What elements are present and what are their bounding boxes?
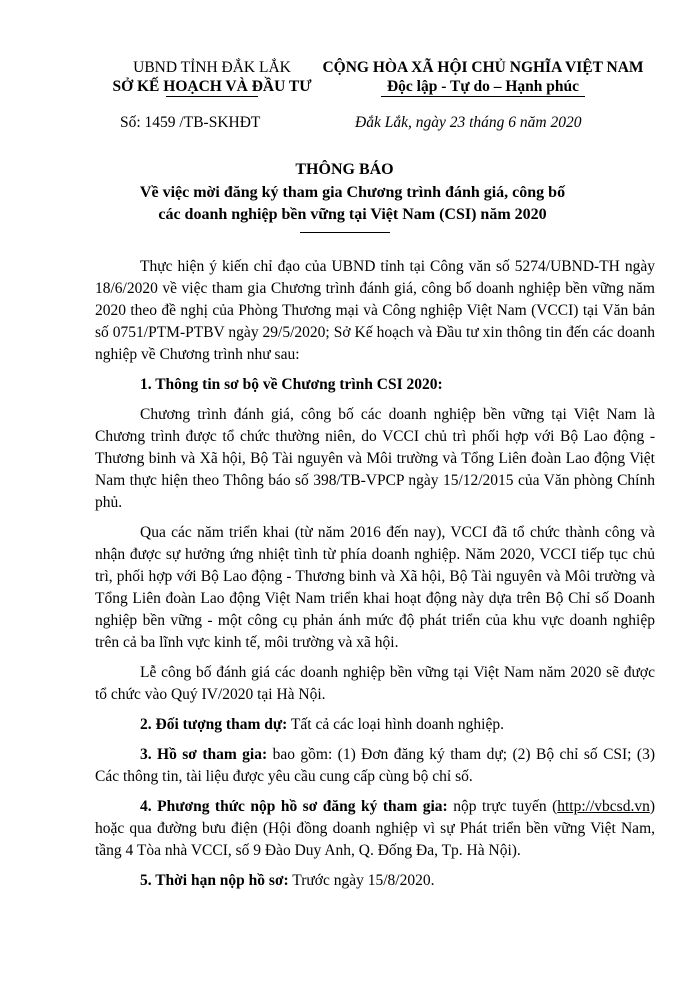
section-4-text-b: ) hoặc qua đường bưu điện (Hội đồng doanh nghiệp vì sự Phát triển bền vững Việt Nam, tầng 4 Tòa nhà VCCI, số 9 Đào Duy Anh, Q. Đống Đa, Tp. Hà Nội). [95, 798, 655, 859]
section-2-heading: 2. Đối tượng tham dự: [140, 716, 288, 733]
section-1-paragraph-3: Lễ công bố đánh giá các doanh nghiệp bền vững tại Việt Nam năm 2020 sẽ được tổ chức vào Quý IV/2020 tại Hà Nội. [95, 664, 655, 703]
section-3-text: bao gồm: (1) Đơn đăng ký tham dự; (2) Bộ chỉ số CSI; (3) Các thông tin, tài liệu được yêu cầu cung cấp cùng bộ chỉ số. [95, 746, 655, 785]
section-4-heading: 4. Phương thức nộp hồ sơ đăng ký tham gia: [140, 798, 448, 815]
vbcsd-link[interactable]: http://vbcsd.vn [557, 798, 650, 815]
section-3 [95, 744, 655, 788]
national-header-block [312, 58, 654, 97]
section-4-text-a: nộp trực tuyến ( [447, 798, 558, 815]
country-name: CỘNG HÒA XÃ HỘI CHỦ NGHĨA VIỆT NAM [322, 59, 644, 76]
title-underline [300, 232, 390, 233]
section-2 [95, 714, 655, 736]
document-body [95, 256, 655, 900]
subtitle-line-2: các doanh nghiệp bền vững tại Việt Nam (CSI) năm 2020 [158, 206, 547, 223]
agency-underline [166, 96, 258, 97]
section-2-text: Tất cả các loại hình doanh nghiệp. [287, 716, 504, 733]
motto-underline [381, 96, 585, 97]
document-title: THÔNG BÁO [295, 161, 394, 178]
intro-paragraph: Thực hiện ý kiến chỉ đạo của UBND tỉnh tại Công văn số 5274/UBND-TH ngày 18/6/2020 về việc tham gia Chương trình đánh giá, công bố doanh nghiệp bền vững năm 2020 theo đề nghị của Phòng Thương mại và Công nghiệp Việt Nam (VCCI) tại Văn bản số 0751/PTM-PTBV ngày 29/5/2020; Sở Kế hoạch và Đầu tư xin thông tin đến các doanh nghiệp về Chương trình như sau: [95, 258, 655, 363]
issuing-agency-block [96, 58, 328, 97]
subtitle-line-1: Về việc mời đăng ký tham gia Chương trình đánh giá, công bố [139, 184, 566, 201]
section-5 [95, 870, 655, 892]
section-4 [95, 796, 655, 862]
section-3-heading: 3. Hồ sơ tham gia: [140, 746, 268, 763]
agency-name: SỞ KẾ HOẠCH VÀ ĐẦU TƯ [112, 78, 312, 95]
section-5-text: Trước ngày 15/8/2020. [288, 872, 435, 889]
motto: Độc lập - Tự do – Hạnh phúc [386, 78, 580, 95]
section-5-heading: 5. Thời hạn nộp hồ sơ: [140, 872, 289, 889]
document-subtitle [120, 182, 585, 226]
section-1-heading [95, 374, 655, 396]
parent-agency: UBND TỈNH ĐẮK LẮK [133, 59, 291, 76]
section-1-heading-text: 1. Thông tin sơ bộ về Chương trình CSI 2020: [140, 376, 443, 393]
place-and-date: Đắk Lắk, ngày 23 tháng 6 năm 2020 [355, 114, 582, 131]
section-1-paragraph-1: Chương trình đánh giá, công bố các doanh nghiệp bền vững tại Việt Nam là Chương trình được tổ chức thường niên, do VCCI chủ trì phối hợp với Bộ Lao động - Thương binh và Xã hội, Bộ Tài nguyên và Môi trường và Tổng Liên đoàn Lao động Việt Nam thực hiện theo Thông báo số 398/TB-VPCP ngày 15/12/2015 của Văn phòng Chính phủ. [95, 406, 655, 511]
section-1-paragraph-2: Qua các năm triển khai (từ năm 2016 đến nay), VCCI đã tổ chức thành công và nhận được sự hưởng ứng nhiệt tình từ phía doanh nghiệp. Năm 2020, VCCI tiếp tục chủ trì, phối hợp với Bộ Lao động - Thương binh và Xã hội, Bộ Tài nguyên và Môi trường và Tổng Liên đoàn Lao động Việt Nam triển khai hoạt động này dựa trên Bộ Chỉ số Doanh nghiệp bền vững - một công cụ phản ánh mức độ phát triển của khu vực doanh nghiệp trên cả ba lĩnh vực kinh tế, môi trường và xã hội. [95, 524, 655, 651]
document-number: Số: 1459 /TB-SKHĐT [120, 114, 261, 131]
